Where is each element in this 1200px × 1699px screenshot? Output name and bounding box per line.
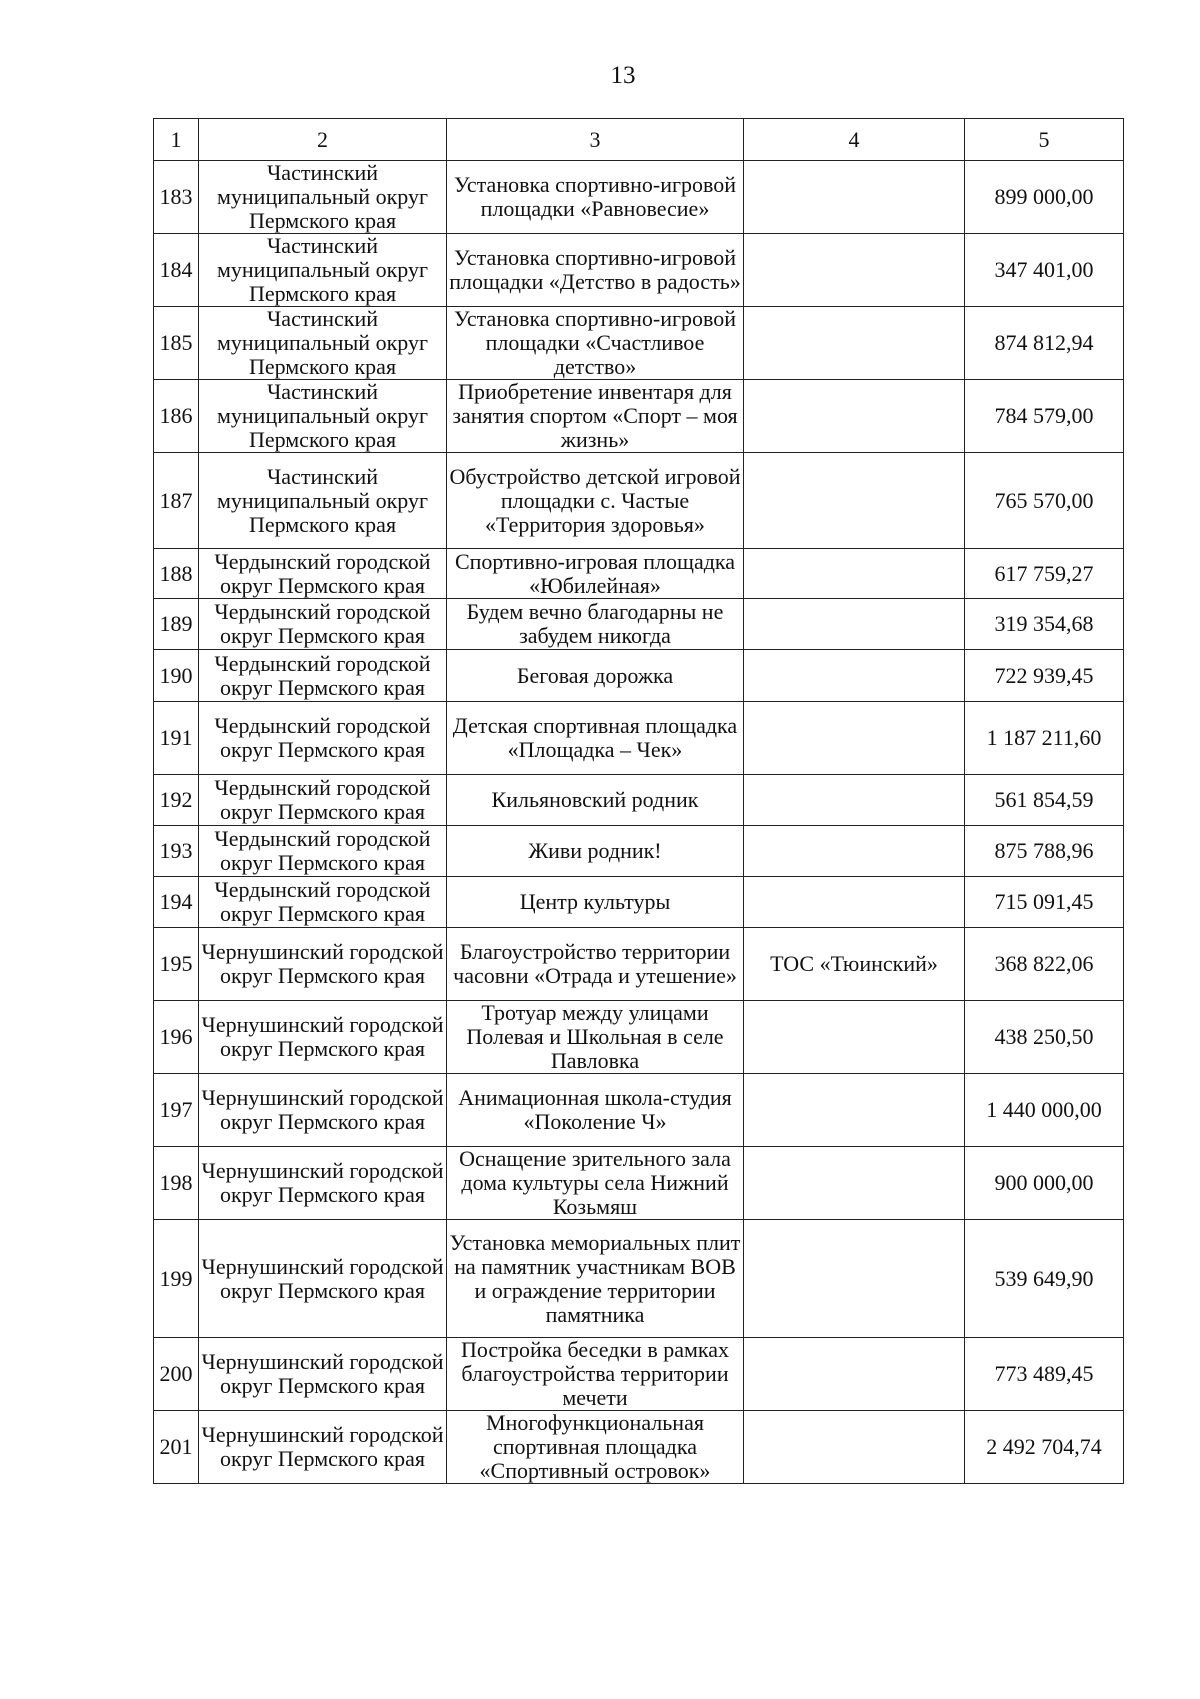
row-number: 190 [154, 650, 199, 702]
row-number: 184 [154, 234, 199, 307]
row-number: 187 [154, 453, 199, 549]
row-number: 185 [154, 307, 199, 380]
row-number: 183 [154, 161, 199, 234]
tos-name [744, 877, 965, 928]
table-row [154, 161, 1124, 234]
table-row [154, 234, 1124, 307]
tos-name [744, 650, 965, 702]
amount: 715 091,45 [965, 877, 1124, 928]
table-row [154, 1074, 1124, 1147]
table-row [154, 1220, 1124, 1338]
row-number: 189 [154, 599, 199, 650]
project-name: Многофункциональная спортивная площадка «Спортивный островок» [447, 1411, 744, 1484]
district-name: Чернушинский городской округ Пермского края [199, 1411, 447, 1484]
district-name: Чернушинский городской округ Пермского края [199, 1074, 447, 1147]
amount: 539 649,90 [965, 1220, 1124, 1338]
table-row [154, 380, 1124, 453]
project-name: Установка мемориальных плит на памятник участникам ВОВ и ограждение территории памятника [447, 1220, 744, 1338]
district-name: Частинский муниципальный округ Пермского края [199, 307, 447, 380]
row-number: 199 [154, 1220, 199, 1338]
project-name: Кильяновский родник [447, 775, 744, 826]
project-name: Спортивно-игровая площадка «Юбилейная» [447, 549, 744, 599]
header-col-3: 3 [447, 119, 744, 161]
row-number: 194 [154, 877, 199, 928]
row-number: 195 [154, 928, 199, 1001]
project-name: Установка спортивно-игровой площадки «Детство в радость» [447, 234, 744, 307]
project-name: Обустройство детской игровой площадки с. Частые «Территория здоровья» [447, 453, 744, 549]
row-number: 198 [154, 1147, 199, 1220]
table-row [154, 826, 1124, 877]
district-name: Чердынский городской округ Пермского края [199, 775, 447, 826]
amount: 319 354,68 [965, 599, 1124, 650]
district-name: Чердынский городской округ Пермского края [199, 702, 447, 775]
tos-name [744, 549, 965, 599]
project-name: Тротуар между улицами Полевая и Школьная в селе Павловка [447, 1001, 744, 1074]
amount: 900 000,00 [965, 1147, 1124, 1220]
amount: 765 570,00 [965, 453, 1124, 549]
district-name: Чернушинский городской округ Пермского края [199, 1147, 447, 1220]
table-row [154, 1411, 1124, 1484]
project-name: Установка спортивно-игровой площадки «Счастливое детство» [447, 307, 744, 380]
tos-name [744, 1338, 965, 1411]
table-body [154, 161, 1124, 1484]
tos-name [744, 380, 965, 453]
tos-name [744, 1074, 965, 1147]
project-name: Приобретение инвентаря для занятия спортом «Спорт – моя жизнь» [447, 380, 744, 453]
district-name: Чердынский городской округ Пермского края [199, 549, 447, 599]
tos-name [744, 599, 965, 650]
table-row [154, 1338, 1124, 1411]
header-row [154, 119, 1124, 161]
amount: 874 812,94 [965, 307, 1124, 380]
project-name: Живи родник! [447, 826, 744, 877]
table-row [154, 1147, 1124, 1220]
projects-table [153, 118, 1124, 1484]
amount: 1 440 000,00 [965, 1074, 1124, 1147]
district-name: Чердынский городской округ Пермского края [199, 826, 447, 877]
amount: 2 492 704,74 [965, 1411, 1124, 1484]
project-name: Оснащение зрительного зала дома культуры села Нижний Козьмяш [447, 1147, 744, 1220]
row-number: 192 [154, 775, 199, 826]
district-name: Чернушинский городской округ Пермского края [199, 1338, 447, 1411]
district-name: Чердынский городской округ Пермского края [199, 650, 447, 702]
project-name: Беговая дорожка [447, 650, 744, 702]
district-name: Частинский муниципальный округ Пермского края [199, 161, 447, 234]
table-row [154, 775, 1124, 826]
project-name: Благоустройство территории часовни «Отрада и утешение» [447, 928, 744, 1001]
district-name: Частинский муниципальный округ Пермского края [199, 234, 447, 307]
table-row [154, 307, 1124, 380]
amount: 617 759,27 [965, 549, 1124, 599]
header-col-1: 1 [154, 119, 199, 161]
project-name: Установка спортивно-игровой площадки «Равновесие» [447, 161, 744, 234]
amount: 899 000,00 [965, 161, 1124, 234]
tos-name [744, 826, 965, 877]
district-name: Чернушинский городской округ Пермского края [199, 928, 447, 1001]
amount: 1 187 211,60 [965, 702, 1124, 775]
district-name: Чердынский городской округ Пермского края [199, 877, 447, 928]
district-name: Чернушинский городской округ Пермского края [199, 1220, 447, 1338]
page-number: 13 [610, 62, 636, 89]
tos-name: ТОС «Тюинский» [744, 928, 965, 1001]
table-row [154, 453, 1124, 549]
tos-name [744, 1147, 965, 1220]
project-name: Анимационная школа-студия «Поколение Ч» [447, 1074, 744, 1147]
row-number: 188 [154, 549, 199, 599]
row-number: 197 [154, 1074, 199, 1147]
amount: 875 788,96 [965, 826, 1124, 877]
table-row [154, 650, 1124, 702]
row-number: 196 [154, 1001, 199, 1074]
table-row [154, 549, 1124, 599]
district-name: Чернушинский городской округ Пермского края [199, 1001, 447, 1074]
tos-name [744, 775, 965, 826]
project-name: Будем вечно благодарны не забудем никогда [447, 599, 744, 650]
project-name: Постройка беседки в рамках благоустройства территории мечети [447, 1338, 744, 1411]
project-name: Центр культуры [447, 877, 744, 928]
tos-name [744, 702, 965, 775]
amount: 773 489,45 [965, 1338, 1124, 1411]
project-name: Детская спортивная площадка «Площадка – Чек» [447, 702, 744, 775]
header-col-4: 4 [744, 119, 965, 161]
table-row [154, 877, 1124, 928]
tos-name [744, 307, 965, 380]
row-number: 193 [154, 826, 199, 877]
district-name: Частинский муниципальный округ Пермского края [199, 380, 447, 453]
tos-name [744, 234, 965, 307]
amount: 438 250,50 [965, 1001, 1124, 1074]
row-number: 191 [154, 702, 199, 775]
tos-name [744, 1001, 965, 1074]
table-row [154, 702, 1124, 775]
district-name: Частинский муниципальный округ Пермского края [199, 453, 447, 549]
amount: 784 579,00 [965, 380, 1124, 453]
tos-name [744, 1220, 965, 1338]
table-row [154, 599, 1124, 650]
amount: 347 401,00 [965, 234, 1124, 307]
header-col-2: 2 [199, 119, 447, 161]
amount: 368 822,06 [965, 928, 1124, 1001]
table-header [154, 119, 1124, 161]
row-number: 200 [154, 1338, 199, 1411]
amount: 561 854,59 [965, 775, 1124, 826]
tos-name [744, 161, 965, 234]
amount: 722 939,45 [965, 650, 1124, 702]
tos-name [744, 1411, 965, 1484]
row-number: 186 [154, 380, 199, 453]
table-row [154, 1001, 1124, 1074]
district-name: Чердынский городской округ Пермского края [199, 599, 447, 650]
row-number: 201 [154, 1411, 199, 1484]
header-col-5: 5 [965, 119, 1124, 161]
table-row [154, 928, 1124, 1001]
tos-name [744, 453, 965, 549]
